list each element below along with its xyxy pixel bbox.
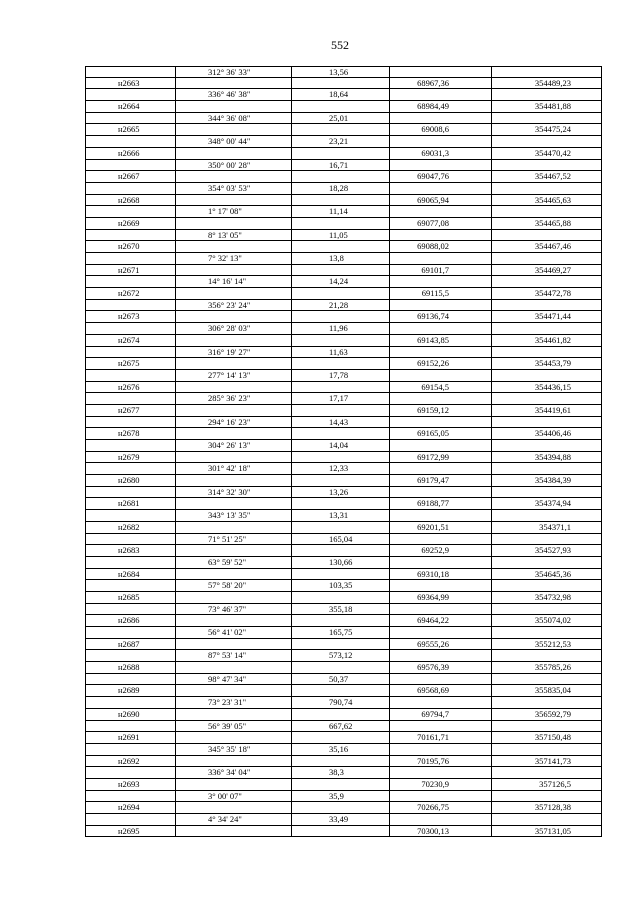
segment-length: 573,12	[292, 650, 390, 661]
coordinate-y: 355212,53	[534, 638, 571, 649]
segment-length: 14,04	[292, 440, 390, 451]
point-row	[86, 78, 601, 90]
segment-length: 17,78	[292, 370, 390, 381]
segment-length: 14,24	[292, 276, 390, 287]
direction-angle: 344° 36' 08"	[176, 113, 292, 124]
segment-length: 11,96	[292, 323, 390, 334]
point-id: н2667	[86, 171, 176, 182]
point-row	[86, 101, 601, 113]
point-row	[86, 475, 601, 487]
segment-length: 11,63	[292, 347, 390, 358]
coordinate-y: 357126,5	[539, 778, 571, 789]
point-row	[86, 218, 601, 230]
segment-length: 18,28	[292, 183, 390, 194]
point-id: н2688	[86, 662, 176, 673]
direction-angle: 56° 41' 02"	[176, 627, 292, 638]
coordinate-y: 354489,23	[534, 77, 571, 88]
point-id: н2673	[86, 311, 176, 322]
coordinate-x: 69008,6	[390, 124, 492, 135]
point-row	[86, 732, 601, 744]
point-id: н2681	[86, 498, 176, 509]
segment-row	[86, 534, 601, 546]
segment-length: 165,75	[292, 627, 390, 638]
point-id: н2666	[86, 148, 176, 159]
segment-row	[86, 463, 601, 475]
segment-row	[86, 113, 601, 125]
coordinate-y: 354732,98	[534, 591, 571, 602]
direction-angle: 312° 36' 33"	[176, 67, 292, 77]
coordinate-y: 354394,88	[534, 451, 571, 462]
segment-row	[86, 230, 601, 242]
segment-row	[86, 89, 601, 101]
point-id: н2693	[86, 779, 176, 790]
segment-row	[86, 66, 601, 78]
point-row	[86, 171, 601, 183]
coordinate-y: 356592,79	[534, 708, 571, 719]
direction-angle: 4° 34' 24"	[176, 814, 292, 825]
coordinate-x: 69077,08	[390, 218, 492, 229]
coordinate-y: 354465,88	[534, 217, 571, 228]
segment-length: 667,62	[292, 721, 390, 732]
coordinate-x: 69152,26	[390, 358, 492, 369]
point-id: н2665	[86, 124, 176, 135]
point-id: н2670	[86, 241, 176, 252]
point-id: н2691	[86, 732, 176, 743]
point-row	[86, 452, 601, 464]
segment-row	[86, 674, 601, 686]
point-id: н2687	[86, 639, 176, 650]
coordinate-x: 69179,47	[390, 475, 492, 486]
direction-angle: 354° 03' 53"	[176, 183, 292, 194]
direction-angle: 350° 00' 28"	[176, 160, 292, 171]
segment-length: 17,17	[292, 393, 390, 404]
segment-row	[86, 721, 601, 733]
segment-row	[86, 487, 601, 499]
point-row	[86, 124, 601, 136]
coordinate-x: 70266,75	[390, 802, 492, 813]
point-row	[86, 802, 601, 814]
page-number: 552	[331, 38, 349, 52]
segment-length: 35,16	[292, 744, 390, 755]
point-id: н2682	[86, 522, 176, 533]
coordinate-y: 354384,39	[534, 475, 571, 486]
point-id: н2684	[86, 569, 176, 580]
coordinate-y: 357131,05	[534, 825, 571, 836]
direction-angle: 56° 39' 05"	[176, 721, 292, 732]
direction-angle: 294° 16' 23"	[176, 417, 292, 428]
coordinate-x: 69047,76	[390, 171, 492, 182]
segment-row	[86, 580, 601, 592]
direction-angle: 316° 19' 27"	[176, 347, 292, 358]
point-id: н2669	[86, 218, 176, 229]
coordinate-y: 357128,38	[534, 802, 571, 813]
coordinate-x: 70195,76	[390, 756, 492, 767]
direction-angle: 285° 36' 23"	[176, 393, 292, 404]
coordinate-x: 68984,49	[390, 101, 492, 112]
point-row	[86, 358, 601, 370]
point-row	[86, 756, 601, 768]
direction-angle: 348° 00' 44"	[176, 136, 292, 147]
segment-row	[86, 604, 601, 616]
coordinates-table	[85, 66, 602, 837]
coordinate-y: 355835,04	[534, 685, 571, 696]
direction-angle: 98° 47' 34"	[176, 674, 292, 685]
point-id: н2685	[86, 592, 176, 603]
segment-row	[86, 253, 601, 265]
segment-length: 12,33	[292, 463, 390, 474]
point-id: н2676	[86, 382, 176, 393]
point-row	[86, 826, 601, 838]
segment-length: 35,9	[292, 791, 390, 802]
direction-angle: 277° 14' 13"	[176, 370, 292, 381]
segment-length: 13,56	[292, 67, 390, 77]
coordinate-x: 69201,51	[390, 522, 492, 533]
segment-row	[86, 814, 601, 826]
segment-length: 355,18	[292, 604, 390, 615]
segment-length: 11,14	[292, 206, 390, 217]
direction-angle: 87° 53' 14"	[176, 650, 292, 661]
coordinate-x: 69794,7	[390, 709, 492, 720]
segment-length: 25,01	[292, 113, 390, 124]
coordinate-y: 354419,61	[534, 404, 571, 415]
direction-angle: 336° 34' 04"	[176, 767, 292, 778]
coordinate-x: 69031,3	[390, 148, 492, 159]
coordinate-x: 69188,77	[390, 498, 492, 509]
coordinate-x: 69088,02	[390, 241, 492, 252]
coordinate-x: 69159,12	[390, 405, 492, 416]
segment-row	[86, 393, 601, 405]
segment-row	[86, 276, 601, 288]
segment-row	[86, 650, 601, 662]
point-row	[86, 522, 601, 534]
coordinate-x: 69115,5	[390, 288, 492, 299]
segment-length: 165,04	[292, 534, 390, 545]
point-id: н2671	[86, 265, 176, 276]
segment-row	[86, 136, 601, 148]
point-row	[86, 685, 601, 697]
coordinate-y: 357150,48	[534, 732, 571, 743]
coordinate-x: 69464,22	[390, 615, 492, 626]
point-row	[86, 382, 601, 394]
point-row	[86, 311, 601, 323]
point-id: н2689	[86, 685, 176, 696]
point-id: н2675	[86, 358, 176, 369]
point-id: н2694	[86, 802, 176, 813]
point-id: н2677	[86, 405, 176, 416]
segment-row	[86, 791, 601, 803]
segment-row	[86, 744, 601, 756]
segment-row	[86, 370, 601, 382]
point-id: н2695	[86, 826, 176, 837]
coordinate-y: 354481,88	[534, 101, 571, 112]
coordinate-x: 69576,39	[390, 662, 492, 673]
segment-row	[86, 440, 601, 452]
coordinate-x: 69143,85	[390, 335, 492, 346]
segment-row	[86, 183, 601, 195]
coordinate-x: 69172,99	[390, 452, 492, 463]
coordinate-y: 354374,94	[534, 498, 571, 509]
segment-length: 13,8	[292, 253, 390, 264]
point-id: н2692	[86, 756, 176, 767]
coordinate-x: 69154,5	[390, 382, 492, 393]
segment-length: 14,43	[292, 417, 390, 428]
coordinate-y: 355785,26	[534, 662, 571, 673]
point-row	[86, 335, 601, 347]
point-id: н2690	[86, 709, 176, 720]
coordinate-y: 354472,78	[534, 288, 571, 299]
coordinate-y: 354527,93	[534, 545, 571, 556]
segment-row	[86, 417, 601, 429]
point-id: н2683	[86, 545, 176, 556]
direction-angle: 345° 35' 18"	[176, 744, 292, 755]
point-row	[86, 195, 601, 207]
coordinate-x: 69364,99	[390, 592, 492, 603]
segment-row	[86, 206, 601, 218]
coordinate-y: 354465,63	[534, 194, 571, 205]
direction-angle: 57° 58' 20"	[176, 580, 292, 591]
direction-angle: 14° 16' 14"	[176, 276, 292, 287]
coordinate-y: 355074,02	[534, 615, 571, 626]
direction-angle: 301° 42' 18"	[176, 463, 292, 474]
coordinate-x: 69568,69	[390, 685, 492, 696]
coordinate-x: 70161,71	[390, 732, 492, 743]
direction-angle: 356° 23' 24"	[176, 300, 292, 311]
coordinate-x: 70300,13	[390, 826, 492, 837]
direction-angle: 1° 17' 08"	[176, 206, 292, 217]
point-id: н2680	[86, 475, 176, 486]
segment-row	[86, 300, 601, 312]
segment-length: 23,21	[292, 136, 390, 147]
point-row	[86, 709, 601, 721]
point-id: н2679	[86, 452, 176, 463]
segment-length: 33,49	[292, 814, 390, 825]
coordinate-x: 69165,05	[390, 428, 492, 439]
direction-angle: 336° 46' 38"	[176, 89, 292, 100]
coordinate-y: 354470,42	[534, 147, 571, 158]
segment-length: 103,35	[292, 580, 390, 591]
segment-row	[86, 510, 601, 522]
point-row	[86, 569, 601, 581]
direction-angle: 3° 00' 07"	[176, 791, 292, 802]
segment-length: 16,71	[292, 160, 390, 171]
segment-length: 50,37	[292, 674, 390, 685]
coordinate-x: 69310,18	[390, 569, 492, 580]
point-row	[86, 545, 601, 557]
direction-angle: 71° 51' 25"	[176, 534, 292, 545]
segment-length: 11,05	[292, 230, 390, 241]
segment-row	[86, 160, 601, 172]
direction-angle: 63° 59' 52"	[176, 557, 292, 568]
coordinate-y: 354436,15	[534, 381, 571, 392]
point-row	[86, 779, 601, 791]
direction-angle: 7° 32' 13"	[176, 253, 292, 264]
segment-length: 38,3	[292, 767, 390, 778]
point-id: н2672	[86, 288, 176, 299]
point-id: н2668	[86, 195, 176, 206]
segment-length: 21,28	[292, 300, 390, 311]
point-id: н2678	[86, 428, 176, 439]
coordinate-y: 354461,82	[534, 334, 571, 345]
segment-row	[86, 627, 601, 639]
point-row	[86, 288, 601, 300]
direction-angle: 8° 13' 05"	[176, 230, 292, 241]
segment-row	[86, 697, 601, 709]
coordinate-x: 69136,74	[390, 311, 492, 322]
direction-angle: 306° 28' 03"	[176, 323, 292, 334]
point-id: н2664	[86, 101, 176, 112]
coordinate-x: 69252,9	[390, 545, 492, 556]
coordinate-x: 69065,94	[390, 195, 492, 206]
coordinate-y: 354471,44	[534, 311, 571, 322]
coordinate-y: 354453,79	[534, 358, 571, 369]
coordinate-y: 354475,24	[534, 124, 571, 135]
coordinate-y: 354467,52	[534, 171, 571, 182]
coordinate-x: 69101,7	[390, 265, 492, 276]
coordinate-y: 357141,73	[534, 755, 571, 766]
coordinate-x: 70230,9	[390, 779, 492, 790]
segment-length: 13,31	[292, 510, 390, 521]
point-row	[86, 265, 601, 277]
segment-row	[86, 323, 601, 335]
point-row	[86, 405, 601, 417]
point-row	[86, 148, 601, 160]
coordinate-y: 354371,1	[539, 521, 571, 532]
direction-angle: 343° 13' 35"	[176, 510, 292, 521]
point-row	[86, 662, 601, 674]
point-row	[86, 428, 601, 440]
direction-angle: 73° 46' 37"	[176, 604, 292, 615]
direction-angle: 73° 23' 31"	[176, 697, 292, 708]
point-row	[86, 639, 601, 651]
point-row	[86, 498, 601, 510]
point-row	[86, 615, 601, 627]
point-id: н2663	[86, 78, 176, 89]
coordinate-y: 354406,46	[534, 428, 571, 439]
segment-length: 13,26	[292, 487, 390, 498]
coordinate-y: 354467,46	[534, 241, 571, 252]
coordinate-y: 354645,36	[534, 568, 571, 579]
direction-angle: 304° 26' 13"	[176, 440, 292, 451]
segment-length: 790,74	[292, 697, 390, 708]
point-id: н2674	[86, 335, 176, 346]
coordinate-x: 68967,36	[390, 78, 492, 89]
point-row	[86, 241, 601, 253]
direction-angle: 314° 32' 30"	[176, 487, 292, 498]
coordinate-y: 354469,27	[534, 264, 571, 275]
point-row	[86, 592, 601, 604]
segment-row	[86, 767, 601, 779]
segment-row	[86, 347, 601, 359]
segment-length: 18,64	[292, 89, 390, 100]
coordinate-x: 69555,26	[390, 639, 492, 650]
segment-row	[86, 557, 601, 569]
segment-length: 130,66	[292, 557, 390, 568]
point-id: н2686	[86, 615, 176, 626]
